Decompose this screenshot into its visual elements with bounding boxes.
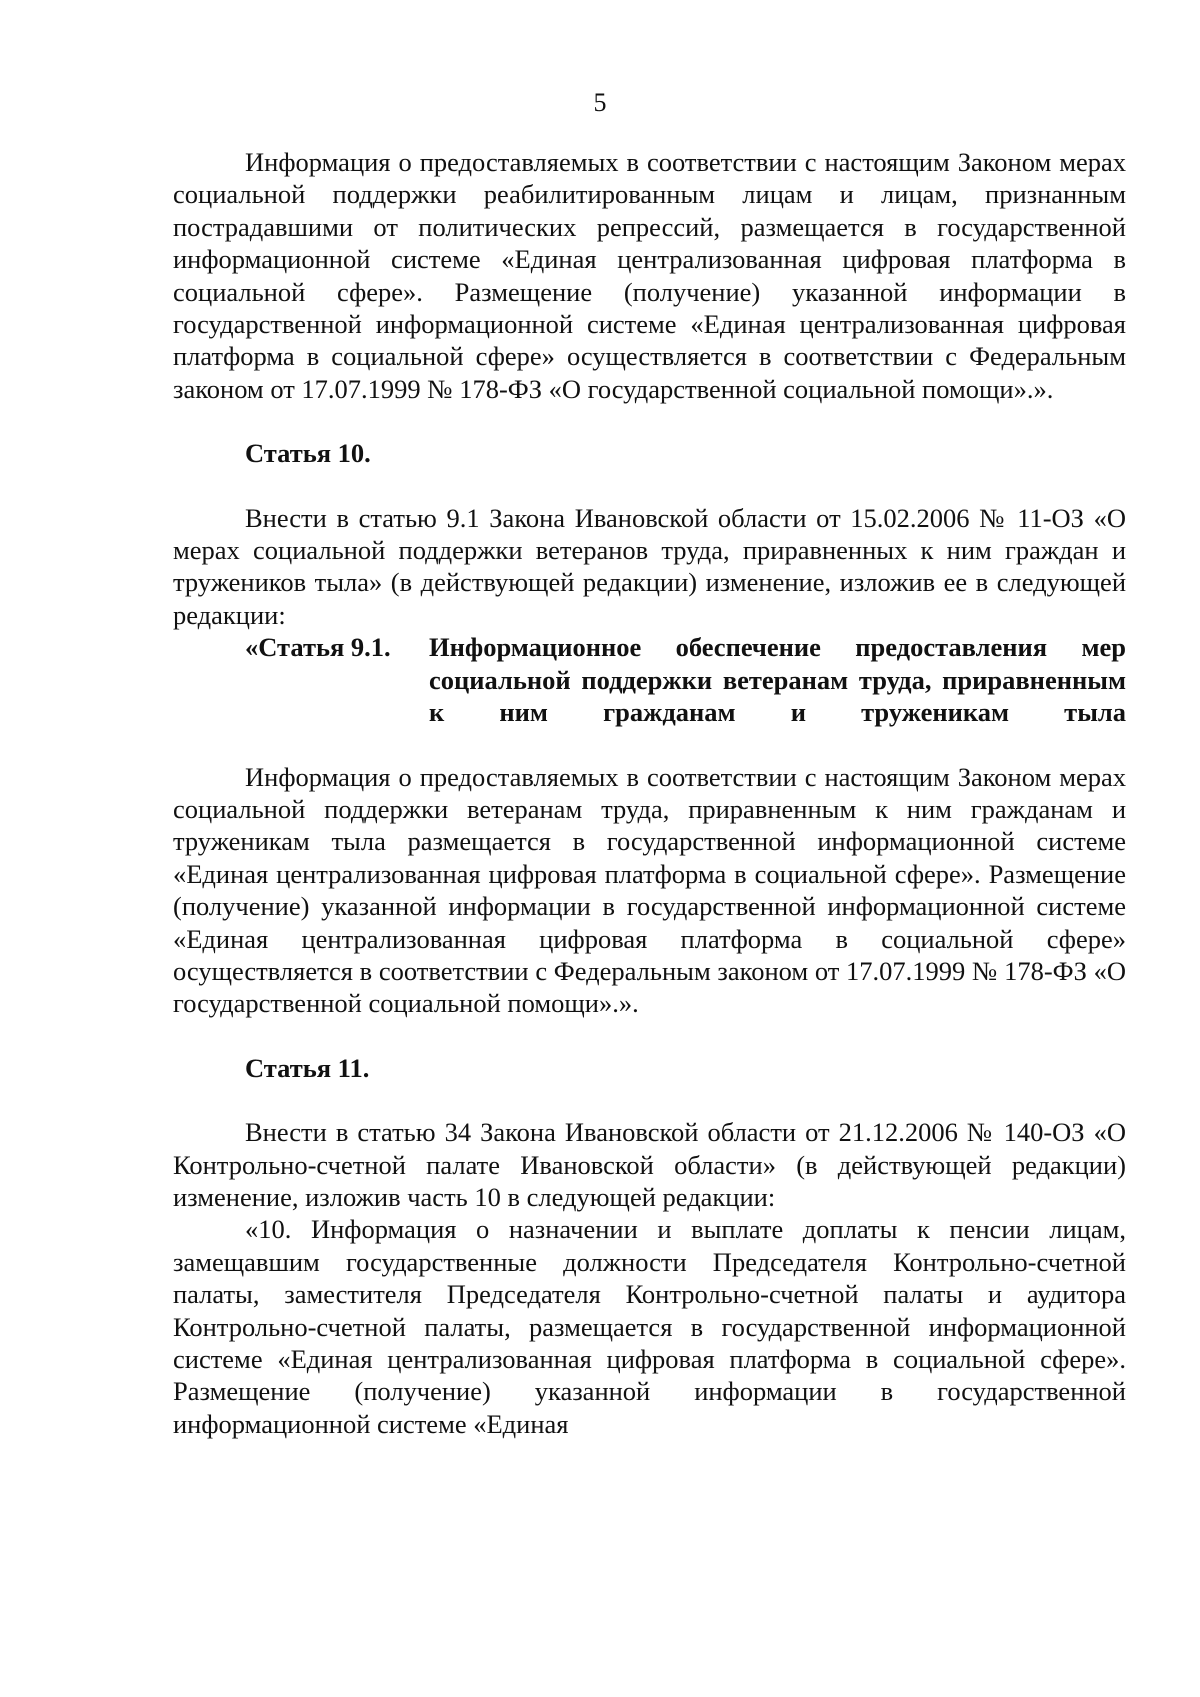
article-9-1-heading: Информационное обеспечение предоставления мер социальной поддержки ветеранам труда, приравненным к ним гражданам и труженикам тыла bbox=[429, 632, 1126, 728]
heading-article-11: Статья 11. bbox=[245, 1052, 370, 1083]
paragraph-part-10: «10. Информация о назначении и выплате доплаты к пенсии лицам, замещавшим государственные должности Председателя Контрольно-счетной палаты, заместителя Председателя Контрольно-счетной палаты и аудитора Контрольно-счетной палаты, размещается в государственной информационной системе «Единая централизованная цифровая платформа в социальной сфере». Размещение (получение) указанной информации в государственной информационной системе «Единая bbox=[173, 1214, 1126, 1439]
paragraph-article10-amendment: Внести в статью 9.1 Закона Ивановской области от 15.02.2006 № 11-ОЗ «О мерах социальной поддержки ветеранов труда, приравненных к ним граждан и тружеников тыла» (в действующей редакции) изменение, изложив ее в следующей редакции: bbox=[173, 502, 1126, 630]
article-9-1-title bbox=[173, 631, 1126, 728]
paragraph-article9-1-info: Информация о предоставляемых в соответствии с настоящим Законом мерах социальной поддержки ветеранам труда, приравненным к ним гражданам и труженикам тыла размещается в государственной информационной системе «Единая централизованная цифровая платформа в социальной сфере». Размещение (получение) указанной информации в государственной информационной системе «Единая централизованная цифровая платформа в социальной сфере» осуществляется в соответствии с Федеральным законом от 17.07.1999 № 178-ФЗ «О государственной социальной помощи».». bbox=[173, 761, 1126, 1019]
heading-article-10: Статья 10. bbox=[245, 438, 371, 469]
paragraph-article9-info: Информация о предоставляемых в соответствии с настоящим Законом мерах социальной поддержки реабилитированным лицам и лицам, признанным пострадавшими от политических репрессий, размещается в государственной информационной системе «Единая централизованная цифровая платформа в социальной сфере». Размещение (получение) указанной информации в государственной информационной системе «Единая централизованная цифровая платформа в социальной сфере» осуществляется в соответствии с Федеральным законом от 17.07.1999 № 178-ФЗ «О государственной социальной помощи».». bbox=[173, 147, 1126, 404]
paragraph-article11-amendment: Внести в статью 34 Закона Ивановской области от 21.12.2006 № 140-ОЗ «О Контрольно-счетной палате Ивановской области» (в действующей редакции) изменение, изложив часть 10 в следующей редакции: bbox=[173, 1117, 1126, 1212]
article-9-1-label: «Статья 9.1. bbox=[245, 632, 391, 663]
page-number: 5 bbox=[593, 88, 607, 117]
document-body bbox=[173, 146, 1126, 1440]
